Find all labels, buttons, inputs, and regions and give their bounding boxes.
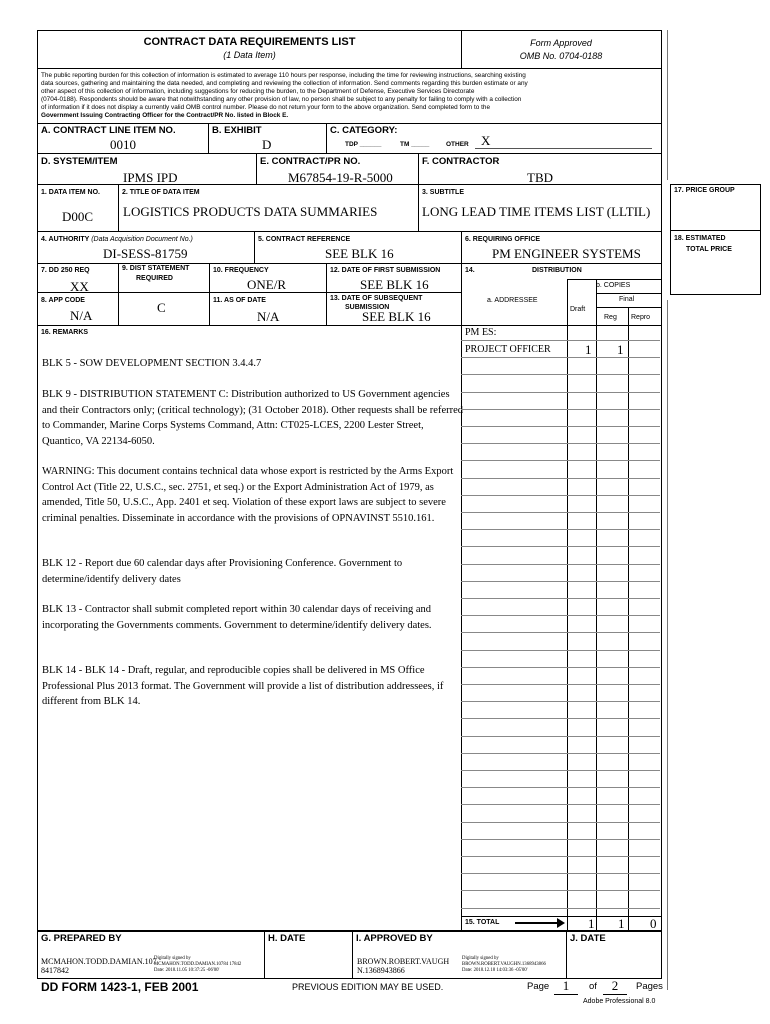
row-a-top (37, 123, 661, 124)
remark-blk13: BLK 13 - Contractor shall submit completed report within 30 calendar days of receiving and incorporating the Governments comments. Government to determine/identify delivery dates. (42, 604, 432, 631)
page-total[interactable]: 2 (603, 978, 627, 995)
system-item-value[interactable]: IPMS IPD (123, 170, 178, 185)
distribution-row-line (461, 460, 660, 461)
reg-label: Reg (604, 314, 617, 321)
distribution-row-line (461, 340, 660, 341)
field-11-label: 11. AS OF DATE (213, 297, 266, 304)
field-18-label-2: TOTAL PRICE (686, 246, 732, 253)
distribution-row-line (461, 495, 660, 496)
distribution-row-line (461, 908, 660, 909)
approved-by-name-2[interactable]: N.1368943866 (357, 966, 405, 975)
row-7-top (37, 263, 661, 264)
app-code-value[interactable]: N/A (70, 308, 93, 323)
field-2-label: 2. TITLE OF DATA ITEM (122, 189, 200, 196)
burden-line: other aspect of this collection of information, including suggestions for reducing the burden, to the Department of Defense, Executive Services Directorate (41, 88, 475, 95)
block-h-label: H. DATE (268, 933, 306, 944)
block-f-label: F. CONTRACTOR (422, 156, 500, 167)
omb-number: OMB No. 0704-0188 (519, 51, 603, 61)
exhibit-value[interactable]: D (262, 137, 272, 152)
divider (418, 153, 419, 184)
form-approved: Form Approved (530, 38, 592, 48)
distribution-row-line (461, 478, 660, 479)
divider (326, 123, 327, 153)
distribution-row-line (461, 822, 660, 823)
contract-reference-value[interactable]: SEE BLK 16 (325, 246, 394, 261)
field-17-label: 17. PRICE GROUP (674, 187, 735, 194)
total-arrow-icon (515, 922, 559, 924)
block-j-label: J. DATE (570, 933, 606, 944)
approved-sig-note: Digitally signed by (462, 956, 499, 961)
copies-line (596, 293, 661, 294)
total-repro[interactable]: 0 (650, 916, 657, 931)
field-4-label-text: 4. AUTHORITY (41, 236, 90, 243)
addressee-label: a. ADDRESSEE (487, 297, 538, 304)
header-divider (461, 30, 462, 68)
distribution-row-line (461, 873, 660, 874)
distribution-row-line (461, 804, 660, 805)
distribution-row-line (461, 650, 660, 651)
contract-line-item-value[interactable]: 0010 (110, 137, 136, 152)
contract-pr-value[interactable]: M67854-19-R-5000 (288, 170, 393, 185)
page-number[interactable]: 1 (554, 978, 578, 995)
divider (418, 184, 419, 231)
divider (118, 184, 119, 231)
distribution-row-line (461, 632, 660, 633)
subtitle-value[interactable]: LONG LEAD TIME ITEMS LIST (LLTIL) (422, 204, 651, 219)
block-i-label: I. APPROVED BY (356, 933, 433, 944)
right-margin-line (667, 300, 668, 990)
prepared-by-name-2[interactable]: 8417842 (41, 966, 69, 975)
signature-frame (37, 930, 662, 979)
officer-reg-copies[interactable]: 1 (617, 342, 624, 357)
distribution-row-line (461, 409, 660, 410)
distribution-row-line (461, 753, 660, 754)
divider (208, 123, 209, 153)
field-8-label: 8. APP CODE (41, 297, 85, 304)
authority-value[interactable]: DI-SESS-81759 (103, 246, 188, 261)
distribution-row-line (461, 443, 660, 444)
burden-line: of information if it does not display a currently valid OMB control number. Please do not return your form to the above organization. Send completed form to the (41, 104, 491, 111)
burden-statement (41, 72, 659, 120)
total-draft[interactable]: 1 (588, 916, 595, 931)
distribution-row-line (461, 890, 660, 891)
prepared-sig-note: Digitally signed by (154, 956, 191, 961)
divider (209, 263, 210, 325)
distribution-row-line (461, 357, 660, 358)
dist-statement-value[interactable]: C (157, 300, 166, 315)
frequency-value[interactable]: ONE/R (247, 277, 286, 292)
distribution-row-line (461, 374, 660, 375)
distribution-row-line (461, 718, 660, 719)
distribution-row-line (461, 770, 660, 771)
dist-project-officer[interactable]: PROJECT OFFICER (465, 344, 551, 355)
contractor-value[interactable]: TBD (527, 170, 553, 185)
block-a-label: A. CONTRACT LINE ITEM NO. (41, 125, 176, 136)
category-tdp[interactable]: TDP ______ (345, 141, 382, 148)
block-b-label: B. EXHIBIT (212, 125, 262, 136)
distribution-row-line (461, 701, 660, 702)
distribution-row-line (461, 564, 660, 565)
field-9-label: 9. DIST STATEMENT (122, 265, 190, 272)
field-14-label: 14. (465, 267, 475, 274)
field-18-label: 18. ESTIMATED (674, 235, 726, 242)
subsequent-submission-value[interactable]: SEE BLK 16 (362, 309, 431, 324)
page-label: Page (527, 981, 550, 992)
prepared-by-name[interactable]: MCMAHON.TODD.DAMIAN.107 (41, 957, 157, 966)
row-4-top (37, 231, 661, 232)
remark-blk14: BLK 14 - BLK 14 - Draft, regular, and reproducible copies shall be delivered in MS Office Professional Plus 2013 format. The Government will provide a list of distribution addressees, if different from BLK 14. (42, 665, 444, 707)
divider (461, 231, 462, 263)
divider (256, 153, 257, 184)
burden-line: Government Issuing Contracting Officer for the Contract/PR No. listed in Block E. (41, 112, 289, 119)
distribution-row-line (461, 512, 660, 513)
field-5-label: 5. CONTRACT REFERENCE (258, 236, 351, 243)
right-margin-line (667, 30, 668, 180)
divider (326, 263, 327, 325)
divider (264, 930, 265, 978)
approved-by-name[interactable]: BROWN.ROBERT.VAUGH (357, 957, 450, 966)
remark-warning: WARNING: This document contains technical data whose export is restricted by the Arms Export Control Act (Title 22, U.S.C., sec. 2751, et seq.) or the Export Administration Act of 1979, as amended, Title 50, U.S.C., App. 2401 et seq. Violation of these export laws are subject to severe criminal penalties. Disseminate in accordance with the provisions of OPNAVINST 5510.161. (42, 466, 454, 524)
block-e-label: E. CONTRACT/PR NO. (260, 156, 361, 167)
distribution-row-line (461, 615, 660, 616)
dist-sub-line (567, 279, 661, 280)
data-item-no-value[interactable]: D00C (62, 209, 94, 224)
previous-edition: PREVIOUS EDITION MAY BE USED. (292, 982, 444, 992)
category-tm[interactable]: TM _____ (400, 141, 430, 148)
approved-sig-date: Date: 2018.12.18 14:03:36 -05'00' (462, 968, 528, 973)
field-1-label: 1. DATA ITEM NO. (41, 189, 100, 196)
burden-line: data sources, gathering and maintaining the data needed, and completing and reviewing the collection of information. Send comments regarding this burden estimate or any (41, 80, 528, 87)
block-d-label: D. SYSTEM/ITEM (41, 156, 118, 167)
pages-label: Pages (636, 981, 663, 992)
title-of-data-item-value[interactable]: LOGISTICS PRODUCTS DATA SUMMARIES (123, 204, 378, 219)
dd250-value[interactable]: XX (70, 279, 89, 294)
distribution-row-line (461, 426, 660, 427)
total-arrowhead-icon (557, 918, 565, 928)
field-9-label-2: REQUIRED (136, 275, 173, 282)
dist-draft-col (567, 279, 568, 930)
officer-draft-copies[interactable]: 1 (585, 342, 592, 357)
first-submission-value[interactable]: SEE BLK 16 (360, 277, 429, 292)
distribution-row-line (461, 546, 660, 547)
prepared-sig-date: Date: 2018.11.05 10:37:25 -06'00' (154, 968, 220, 973)
distribution-row-line (461, 598, 660, 599)
total-reg[interactable]: 1 (618, 916, 625, 931)
form-number: DD FORM 1423-1, FEB 2001 (41, 980, 199, 994)
remark-blk12: BLK 12 - Report due 60 calendar days after Provisioning Conference. Government to determine/identify delivery dates (42, 558, 403, 585)
total-label: 15. TOTAL (465, 919, 500, 926)
field-6-label: 6. REQUIRING OFFICE (465, 236, 541, 243)
row-8-top (37, 292, 461, 293)
field-4-label (41, 236, 193, 243)
distribution-row-line (461, 856, 660, 857)
distribution-row-line (461, 684, 660, 685)
distribution-row-line (461, 787, 660, 788)
row-1-top (37, 184, 661, 185)
category-other-value[interactable]: X (481, 133, 491, 148)
form-title: CONTRACT DATA REQUIREMENTS LIST (143, 36, 356, 48)
dist-repro-col (628, 307, 629, 930)
block-c-label: C. CATEGORY: (330, 125, 398, 136)
of-label: of (589, 981, 597, 992)
field-12-label: 12. DATE OF FIRST SUBMISSION (330, 267, 441, 274)
distribution-row-line (461, 529, 660, 530)
distribution-row-line (461, 667, 660, 668)
distribution-row-line (461, 392, 660, 393)
field-13-label-2: SUBMISSION (345, 304, 390, 311)
header-bottom (37, 68, 661, 69)
divider (461, 263, 462, 325)
software-note: Adobe Professional 8.0 (583, 998, 656, 1005)
distribution-row-line (461, 839, 660, 840)
divider (352, 930, 353, 978)
burden-line: The public reporting burden for this collection of information is estimated to average 110 hours per response, including the time for reviewing instructions, searching existing (41, 72, 526, 79)
field-13-label: 13. DATE OF SUBSEQUENT (330, 295, 423, 302)
divider (254, 231, 255, 263)
category-other[interactable]: OTHER (446, 141, 469, 148)
draft-label: Draft (570, 306, 586, 313)
final-label: Final (619, 296, 635, 303)
repro-label: Repro (631, 314, 651, 321)
field-16-label: 16. REMARKS (41, 329, 89, 336)
field-3-label: 3. SUBTITLE (422, 189, 465, 196)
remark-blk5: BLK 5 - SOW DEVELOPMENT SECTION 3.4.4.7 (42, 358, 262, 369)
divider (566, 930, 567, 978)
form-subtitle: (1 Data Item) (223, 50, 276, 60)
block-g-label: G. PREPARED BY (41, 933, 122, 944)
field-10-label: 10. FREQUENCY (213, 267, 269, 274)
distribution-label: DISTRIBUTION (532, 267, 582, 274)
row-d-top (37, 153, 661, 154)
requiring-office-value[interactable]: PM ENGINEER SYSTEMS (492, 246, 641, 261)
total-top (461, 916, 661, 917)
divider (118, 263, 119, 325)
burden-line: (0704-0188). Respondents should be aware that notwithstanding any other provision of law, no person shall be subject to any penalty for failing to comply with a collection (41, 96, 522, 103)
remark-blk9: BLK 9 - DISTRIBUTION STATEMENT C: Distribution authorized to US Government agencies and their Contractors only; (critical technology); (31 October 2018). Other requests shall be referred to Commander, Marine Corps Systems Command, Attn: CT025-LCES, 2200 Lester Street, Quantico, VA 22134-6050. (42, 389, 464, 447)
copies-label: b. COPIES (596, 282, 631, 289)
distribution-row-line (461, 736, 660, 737)
dist-reg-col (596, 279, 597, 930)
field-4-sub: (Data Acquisition Document No.) (91, 236, 193, 243)
approved-sig-name: BROWN.ROBERT.VAUGHN.1368943866 (462, 962, 546, 967)
distribution-row-line (461, 581, 660, 582)
as-of-date-value[interactable]: N/A (257, 309, 280, 324)
prepared-sig-name: MCMAHON.TODD.DAMIAN.10784 17842 (154, 962, 242, 967)
category-other-line (475, 148, 652, 149)
field-7-label: 7. DD 250 REQ (41, 267, 90, 274)
dist-pm-es: PM ES: (465, 327, 497, 338)
